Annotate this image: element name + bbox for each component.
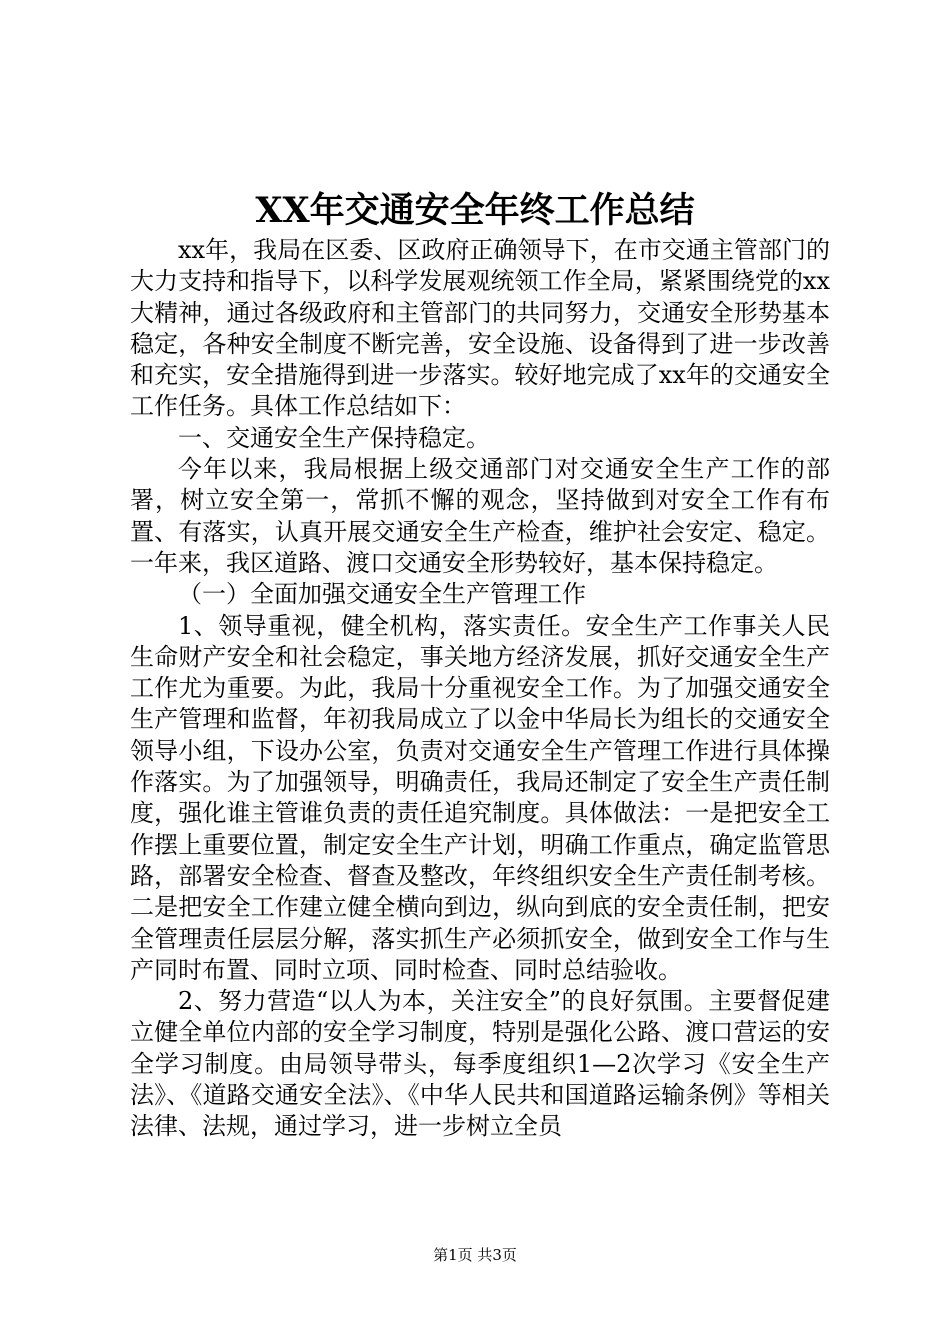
document-body [130,235,830,1143]
item-2-paragraph: 2、努力营造“以人为本，关注安全”的良好氛围。主要督促建立健全单位内部的安全学习制度，特别是强化公路、渡口营运的安全学习制度。由局领导带头，每季度组织1—2次学习《安全生产法》、《道路交通安全法》、《中华人民共和国道路运输条例》等相关法律、法规，通过学习，进一步树立全员 [130,987,830,1141]
intro-paragraph: xx年，我局在区委、区政府正确领导下，在市交通主管部门的大力支持和指导下，以科学发展观统领工作全局，紧紧围绕党的xx大精神，通过各级政府和主管部门的共同努力，交通安全形势基本稳定，各种安全制度不断完善，安全设施、设备得到了进一步改善和充实，安全措施得到进一步落实。较好地完成了xx年的交通安全工作任务。具体工作总结如下： [130,236,830,421]
subsection-heading-1: （一）全面加强交通安全生产管理工作 [178,580,586,609]
section-heading-1: 一、交通安全生产保持稳定。 [178,423,490,452]
page-footer: 第1页 共3页 [433,1246,517,1264]
section-1-paragraph: 今年以来，我局根据上级交通部门对交通安全生产工作的部署，树立安全第一，常抓不懈的观念，坚持做到对安全工作有布置、有落实，认真开展交通安全生产检查，维护社会安定、稳定。一年来，我区道路、渡口交通安全形势较好，基本保持稳定。 [130,455,830,577]
document-title: XX年交通安全年终工作总结 [255,190,695,231]
item-1-paragraph: 1、领导重视，健全机构，落实责任。安全生产工作事关人民生命财产安全和社会稳定，事关地方经济发展，抓好交通安全生产工作尤为重要。为此，我局十分重视安全工作。为了加强交通安全生产管理和监督，年初我局成立了以金中华局长为组长的交通安全领导小组，下设办公室，负责对交通安全生产管理工作进行具体操作落实。为了加强领导，明确责任，我局还制定了安全生产责任制度，强化谁主管谁负责的责任追究制度。具体做法：一是把安全工作摆上重要位置，制定安全生产计划，明确工作重点，确定监管思路，部署安全检查、督查及整改，年终组织安全生产责任制考核。二是把安全工作建立健全横向到边，纵向到底的安全责任制，把安全管理责任层层分解，落实抓生产必须抓安全，做到安全工作与生产同时布置、同时立项、同时检查、同时总结验收。 [130,611,830,984]
